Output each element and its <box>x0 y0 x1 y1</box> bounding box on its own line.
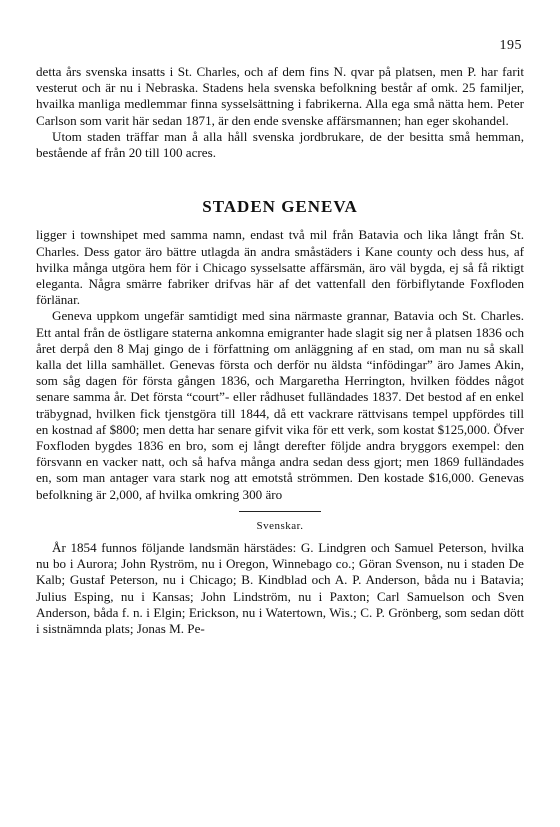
book-page <box>36 38 524 637</box>
paragraph-svenskar-1854: År 1854 funnos följande landsmän härstädes: G. Lindgren och Samuel Peterson, hvilka nu bo i Aurora; John Ryström, nu i Oregon, Winnebago co.; Göran Svenson, nu i staden De Kalb; Gustaf Peterson, nu i Chicago; B. Kindblad och A. P. Anderson, båda nu i Batavia; Julius Esping, nu i Kansas; John Lindström, nu i Paxton; Carl Samuelson och Sven Anderson, båda f. n. i Elgin; Erickson, nu i Watertown, Wis.; C. P. Grönberg, som sedan dött i sistnämnda plats; Jonas M. Pe- <box>36 540 524 637</box>
page-number: 195 <box>499 38 522 53</box>
paragraph-geneva-location: ligger i townshipet med samma namn, endast två mil från Batavia och lika långt från St. Charles. Dess gator äro bättre utlagda än andra småstäders i Kane county och dess hus, af hvilka många utgöra hem för i Chicago sysselsatte affärsmän, äro väl bygda, ej så få riktigt eleganta. Några smärre fabriker drifvas här af det vattenfall den förbiflytande Foxfloden förlänar. <box>36 227 524 308</box>
section-title-geneva: STADEN GENEVA <box>202 197 358 217</box>
paragraph-farmers: Utom staden träffar man å alla håll svenska jordbrukare, de der besitta små hemman, bestående af från 20 till 100 acres. <box>36 128 524 161</box>
paragraph-st-charles-swedes: detta års svenska insatts i St. Charles, och af dem fins N. qvar på platsen, men P. har farit vesterut och är nu i Nebraska. Stadens hela svenska befolkning består af omk. 25 familjer, hvailka manliga medlemmar finna sysselsättning i fabrikerna. Alla ega små nätta hem. Peter Carlson som varit här sedan 1871, är den ende svenske affärsmannen; han eger skohandel. <box>36 64 524 128</box>
page-body <box>36 64 524 637</box>
paragraph-geneva-history: Geneva uppkom ungefär samtidigt med sina närmaste grannar, Batavia och St. Charles. Ett antal från de östligare staterna ankomna emigranter hade slagit sig ner å platsen 1836 och året derpå den 8 Maj gingo de i författning om anläggning af en stad, om man nu så skall kalla det lilla samhället. Genevas första och derför nu äldsta “infödingar” äro James Akin, som såg dagen för första gången 1836, och Margaretha Herrington, hvilken föddes något senare samma år. Det första “court”- eller rådhuset fulländades 1837. Det bestod af en enkel träbygnad, hvilken fick tjenstgöra till 1844, då ett vackrare rättvisans tempel uppfördes till en kostnad af $800; men detta har senare gifvit vika för ett verk, som kostat $125,000. Öfver Foxfloden bygdes 1836 en bro, som ej långt derefter följde andra bryggors exempel: den försvann en vacker natt, och så hafva många andra sedan dess gjort; men 1869 fulländades en, som man antager vara stark nog att emotstå strömmen. Den kostade $16,000. Genevas befolkning är 2,000, af hvilka omkring 300 äro <box>36 308 524 502</box>
subheading-svenskar: Svenskar. <box>256 519 304 532</box>
section-divider <box>239 511 321 512</box>
